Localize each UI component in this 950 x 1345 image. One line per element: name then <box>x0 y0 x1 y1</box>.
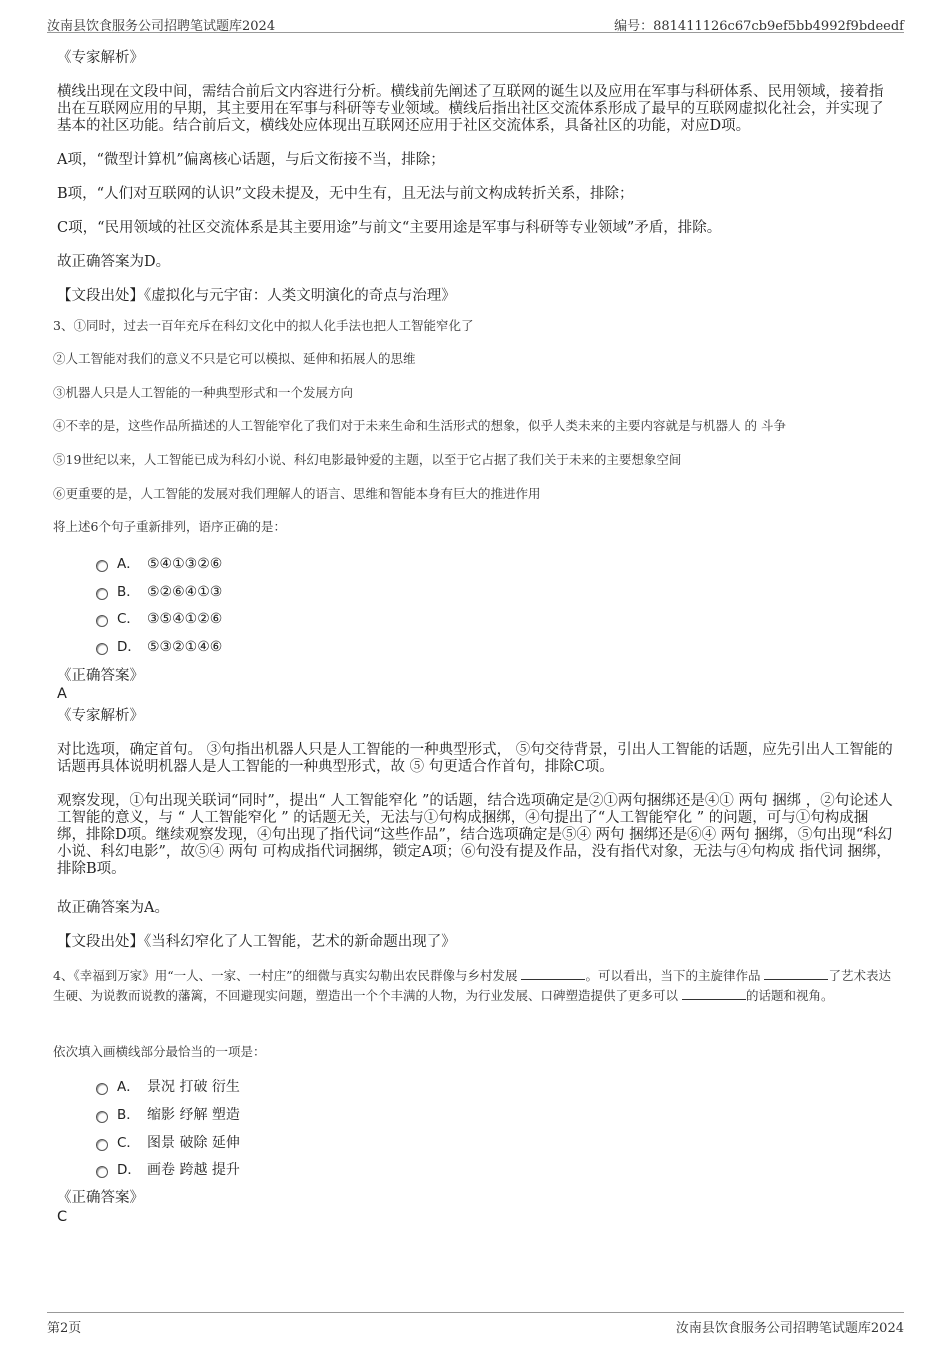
blank-line <box>521 967 585 980</box>
page-footer <box>47 1312 904 1335</box>
q2-analysis-option-a: A项，“微型计算机”偏离核心话题，与后文衔接不当，排除； <box>57 152 445 168</box>
header-title: 汝南县饮食服务公司招聘笔试题库2024 <box>47 19 276 34</box>
radio-button[interactable] <box>96 1083 108 1095</box>
q4-option-d[interactable]: D． 画卷 跨越 提升 <box>96 1161 240 1179</box>
q4-answer: C <box>57 1209 68 1225</box>
q4-answer-label: 《正确答案》 <box>57 1190 144 1206</box>
q3-sentence-6: ⑥更重要的是，人工智能的发展对我们理解人的语言、思维和智能本身有巨大的推进作用 <box>53 486 541 501</box>
radio-button[interactable] <box>96 1139 108 1151</box>
q4-stem: 4、《幸福到万家》用“一人、一家、一村庄”的细微与真实勾勒出农民群像与乡村发展 。可以看出，当下的主旋律作品 了艺术表达生硬、为说教而说教的藩篱，不回避现实问题，塑造出一个个丰满的人物，为行业发展、口碑塑造提供了更多可以 的话题和视角。 <box>53 968 891 1003</box>
q3-prompt: 将上述6个句子重新排列，语序正确的是： <box>53 519 286 534</box>
q3-option-c[interactable]: C． ③⑤④①②⑥ <box>96 610 222 628</box>
q3-answer-label: 《正确答案》 <box>57 668 144 684</box>
q3-analysis-paragraph-2: 观察发现，①句出现关联词“同时”，提出“ 人工智能窄化 ”的话题，结合选项确定是②①两句捆绑还是④① 两句 捆绑 ，②句论述人工智能的意义，与 “ 人工智能窄化 ” 的话题无关，无法与①句构成捆绑，④句提出了“人工智能窄化 ” 的问题，可与①句构成捆绑，排除D项。继续观察发现，④句出现了指代词“这些作品”，结合选项确定是⑤④ 两句 捆绑还是⑥④ 两句 捆绑，⑤句出现“科幻小说、科幻电影”，故⑤④ 两句 可构成指代词捆绑，锁定A项；⑥句没有提及作品，没有指代对象，无法与④句构成 指代词 捆绑，排除B项。 <box>57 793 893 877</box>
q4-option-b[interactable]: B． 缩影 纾解 塑造 <box>96 1106 240 1124</box>
q2-analysis-option-c: C项，“民用领域的社区交流体系是其主要用途”与前文“主要用途是军事与科研等专业领域”矛盾，排除。 <box>57 220 722 236</box>
radio-button[interactable] <box>96 615 108 627</box>
radio-button[interactable] <box>96 560 108 572</box>
q3-option-a[interactable]: A． ⑤④①③②⑥ <box>96 555 222 573</box>
header-code: 编号：881411126c67cb9ef5bb4992f9bdeedf <box>614 19 904 34</box>
radio-button[interactable] <box>96 643 108 655</box>
radio-button[interactable] <box>96 1166 108 1178</box>
blank-line <box>764 967 828 980</box>
q2-conclusion: 故正确答案为D。 <box>57 254 171 270</box>
footer-page-number: 第2页 <box>47 1321 82 1336</box>
q3-sentence-4: ④不幸的是，这些作品所描述的人工智能窄化了我们对于未来生命和生活形式的想象，似乎人类未来的主要内容就是与机器人 的 斗争 <box>53 418 786 433</box>
q4-option-c[interactable]: C． 图景 破除 延伸 <box>96 1134 240 1152</box>
q3-option-b[interactable]: B． ⑤②⑥④①③ <box>96 583 222 601</box>
q3-sentence-2: ②人工智能对我们的意义不只是它可以模拟、延伸和拓展人的思维 <box>53 351 416 366</box>
q3-answer: A <box>57 686 67 702</box>
q3-conclusion: 故正确答案为A。 <box>57 900 169 916</box>
radio-button[interactable] <box>96 1111 108 1123</box>
q3-source: 【文段出处】《当科幻窄化了人工智能，艺术的新命题出现了》 <box>57 934 456 950</box>
q2-analysis-option-b: B项，“人们对互联网的认识”文段未提及，无中生有，且无法与前文构成转折关系，排除； <box>57 186 634 202</box>
q4-prompt: 依次填入画横线部分最恰当的一项是： <box>53 1044 266 1059</box>
q3-analysis-paragraph-1: 对比选项，确定首句。 ③句指出机器人只是人工智能的一种典型形式， ⑤句交待背景，引出人工智能的话题，应先引出人工智能的话题再具体说明机器人是人工智能的一种典型形式，故 ⑤ 句更适合作首句，排除C项。 <box>57 742 893 775</box>
q2-source: 【文段出处】《虚拟化与元宇宙：人类文明演化的奇点与治理》 <box>57 288 456 304</box>
q2-analysis-paragraph: 横线出现在文段中间，需结合前后文内容进行分析。横线前先阐述了互联网的诞生以及应用在军事与科研体系、民用领域，接着指出在互联网应用的早期，其主要用在军事与科研等专业领域。横线后指出社区交流体系形成了最早的互联网虚拟化社会，并实现了基本的社区功能。结合前后文，横线处应体现出互联网还应用于社区交流体系，具备社区的功能，对应D项。 <box>57 84 884 134</box>
q4-option-a[interactable]: A． 景况 打破 衍生 <box>96 1078 240 1096</box>
q2-analysis-label: 《专家解析》 <box>57 50 144 66</box>
radio-button[interactable] <box>96 588 108 600</box>
q3-analysis-label: 《专家解析》 <box>57 708 144 724</box>
q3-option-d[interactable]: D． ⑤③②①④⑥ <box>96 638 222 656</box>
blank-line <box>682 987 746 1000</box>
q3-sentence-3: ③机器人只是人工智能的一种典型形式和一个发展方向 <box>53 385 354 400</box>
page-header <box>47 10 904 33</box>
footer-title: 汝南县饮食服务公司招聘笔试题库2024 <box>675 1321 904 1336</box>
q3-sentence-1: 3、①同时，过去一百年充斥在科幻文化中的拟人化手法也把人工智能窄化了 <box>53 318 474 333</box>
q3-sentence-5: ⑤19世纪以来，人工智能已成为科幻小说、科幻电影最钟爱的主题，以至于它占据了我们关于未来的主要想象空间 <box>53 452 682 467</box>
